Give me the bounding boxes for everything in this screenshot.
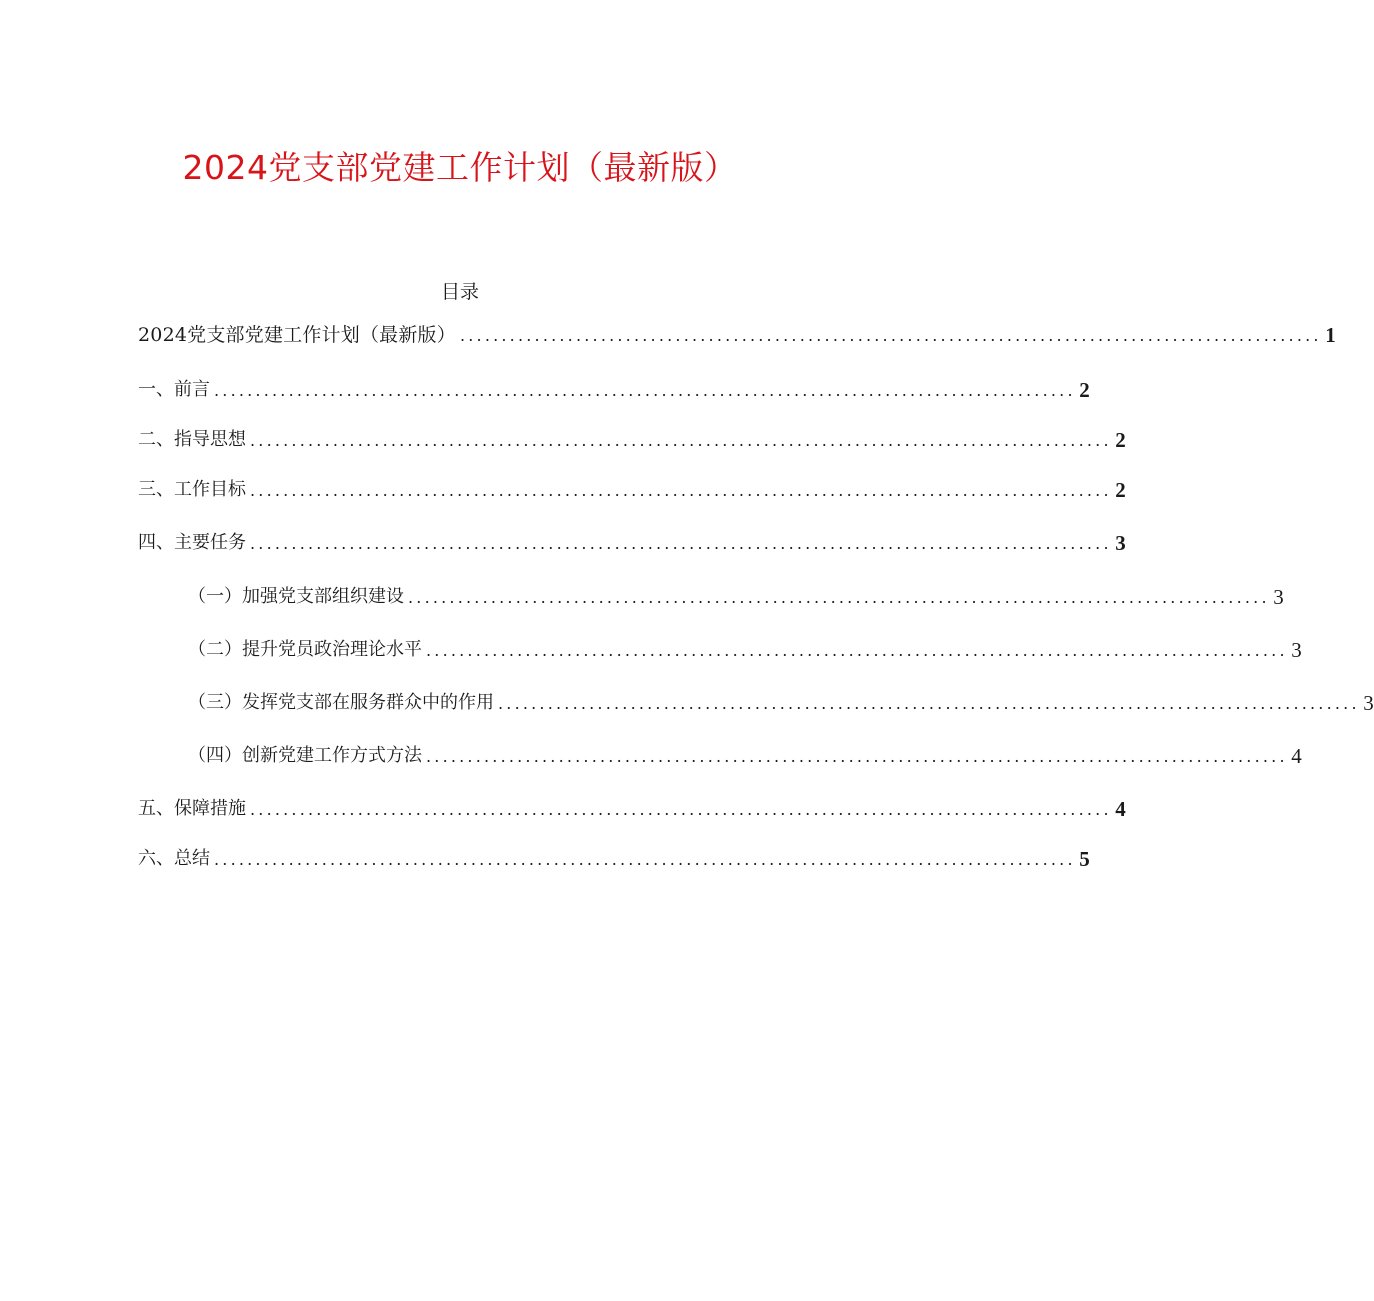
toc-entry-page: 3 — [1115, 531, 1126, 555]
toc-entry-label: 四、主要任务 — [138, 532, 246, 553]
toc-subentry[interactable] — [188, 635, 1302, 665]
toc-leader-dots: ........................................................................................................ — [250, 800, 1112, 819]
toc-entry-page: 3 — [1363, 691, 1374, 715]
toc-entry-label: 一、前言 — [138, 379, 210, 400]
toc-entry-page: 2 — [1079, 378, 1090, 402]
toc-entry-label: 2024党支部党建工作计划（最新版） — [138, 324, 456, 346]
toc-entry-label: 五、保障措施 — [138, 798, 246, 819]
toc-leader-dots: ........................................................................................................ — [250, 481, 1112, 500]
toc-leader-dots: ........................................................................................................ — [214, 381, 1076, 400]
toc-entry[interactable] — [138, 425, 1126, 455]
toc-leader-dots: ........................................................................................................ — [426, 641, 1288, 660]
toc-entry-label: 六、总结 — [138, 848, 210, 869]
toc-entry-page: 1 — [1325, 323, 1336, 347]
toc-subentry[interactable] — [188, 582, 1284, 612]
toc-leader-dots: ........................................................................................................ — [250, 534, 1112, 553]
toc-leader-dots: ........................................................................................................ — [214, 850, 1076, 869]
toc-entry-label: （四）创新党建工作方式方法 — [188, 745, 422, 766]
toc-entry[interactable] — [138, 528, 1126, 558]
toc-entry-page: 5 — [1079, 847, 1090, 871]
toc-entry-label: （二）提升党员政治理论水平 — [188, 639, 422, 660]
toc-entry[interactable] — [138, 320, 1336, 350]
toc-leader-dots: ........................................................................................................ — [459, 326, 1322, 345]
toc-entry[interactable] — [138, 794, 1126, 824]
toc-leader-dots: ........................................................................................................ — [250, 431, 1112, 450]
toc-entry[interactable] — [138, 375, 1090, 405]
toc-entry-page: 4 — [1291, 744, 1302, 768]
toc-entry[interactable] — [138, 844, 1090, 874]
toc-entry[interactable] — [138, 475, 1126, 505]
document-title: 2024党支部党建工作计划（最新版） — [182, 148, 738, 187]
toc-entry-page: 2 — [1115, 478, 1126, 502]
toc-entry-label: （一）加强党支部组织建设 — [188, 586, 404, 607]
toc-subentry[interactable] — [188, 741, 1302, 771]
toc-leader-dots: ........................................................................................................ — [408, 588, 1270, 607]
toc-entry-page: 3 — [1291, 638, 1302, 662]
toc-entry-label: （三）发挥党支部在服务群众中的作用 — [188, 692, 494, 713]
toc-entry-label: 三、工作目标 — [138, 479, 246, 500]
toc-heading: 目录 — [440, 281, 479, 303]
toc-leader-dots: ........................................................................................................ — [498, 694, 1360, 713]
toc-entry-label: 二、指导思想 — [138, 429, 246, 450]
toc-entry-page: 2 — [1115, 428, 1126, 452]
toc-entry-page: 4 — [1115, 797, 1126, 821]
toc-entry-page: 3 — [1273, 585, 1284, 609]
toc-leader-dots: ........................................................................................................ — [426, 747, 1288, 766]
toc-subentry[interactable] — [188, 688, 1374, 718]
